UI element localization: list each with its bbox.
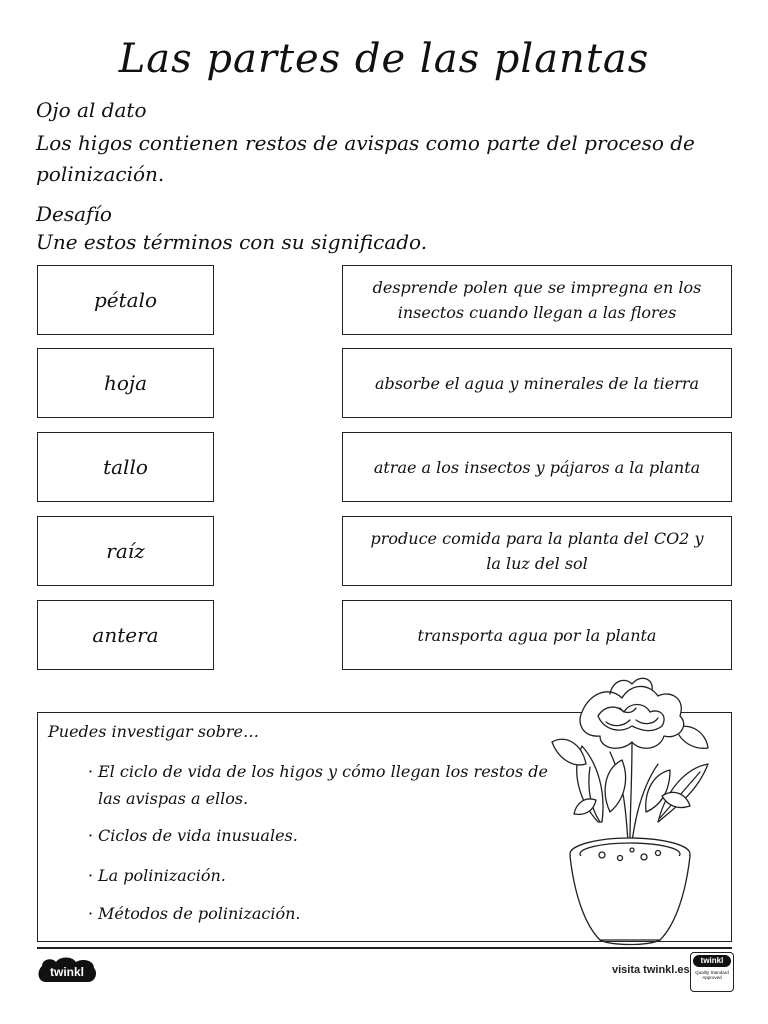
footer-divider xyxy=(37,947,732,949)
term-box-raiz[interactable] xyxy=(37,516,214,586)
definition-box-4[interactable] xyxy=(342,516,732,586)
definition-text: atrae a los insectos y pájaros a la planta xyxy=(373,457,701,477)
definition-text: transporta agua por la planta xyxy=(417,625,657,645)
potted-plant-illustration xyxy=(540,672,720,947)
term-label: pétalo xyxy=(93,288,158,312)
term-label: tallo xyxy=(103,455,148,479)
term-box-antera[interactable] xyxy=(37,600,214,670)
bullet-dot: · xyxy=(88,866,94,885)
term-label: antera xyxy=(92,623,159,647)
bullet-dot: · xyxy=(88,762,94,781)
ojo-al-dato-text: Los higos contienen restos de avispas como parte del proceso de polinización. xyxy=(36,131,695,186)
footer-url-link[interactable]: visita twinkl.es xyxy=(612,964,690,976)
term-label: hoja xyxy=(103,371,148,395)
research-item: · Métodos de polinización. xyxy=(88,900,548,927)
ojo-al-dato-heading: Ojo al dato xyxy=(36,98,147,122)
definition-text: desprende polen que se impregna en los insectos cuando llegan a las flores xyxy=(372,278,702,322)
desafio-instructions: Une estos términos con su significado. xyxy=(36,230,428,254)
definition-box-5[interactable] xyxy=(342,600,732,670)
logo-text: twinkl xyxy=(49,965,85,979)
badge-text: Quality Standard Approved xyxy=(695,970,729,980)
bullet-dot: · xyxy=(88,826,94,845)
bullet-dot: · xyxy=(88,904,94,923)
research-item: · Ciclos de vida inusuales. xyxy=(88,822,548,849)
term-box-hoja[interactable] xyxy=(37,348,214,418)
term-box-petalo[interactable] xyxy=(37,265,214,335)
twinkl-logo-icon[interactable] xyxy=(36,956,98,986)
definition-text: absorbe el agua y minerales de la tierra xyxy=(374,373,700,393)
page-title: Las partes de las plantas xyxy=(118,36,650,82)
term-label: raíz xyxy=(106,539,145,563)
definition-text: produce comida para la planta del CO2 y la luz del sol xyxy=(370,529,704,573)
research-item: · El ciclo de vida de los higos y cómo llegan los restos de las avispas a ellos. xyxy=(88,758,548,812)
desafio-heading: Desafío xyxy=(36,202,112,226)
research-heading: Puedes investigar sobre… xyxy=(48,722,259,741)
definition-box-3[interactable] xyxy=(342,432,732,502)
quality-standard-badge-icon xyxy=(690,952,734,992)
term-box-tallo[interactable] xyxy=(37,432,214,502)
badge-title: twinkl xyxy=(693,955,731,967)
definition-box-2[interactable] xyxy=(342,348,732,418)
research-item: · La polinización. xyxy=(88,862,548,889)
definition-box-1[interactable] xyxy=(342,265,732,335)
